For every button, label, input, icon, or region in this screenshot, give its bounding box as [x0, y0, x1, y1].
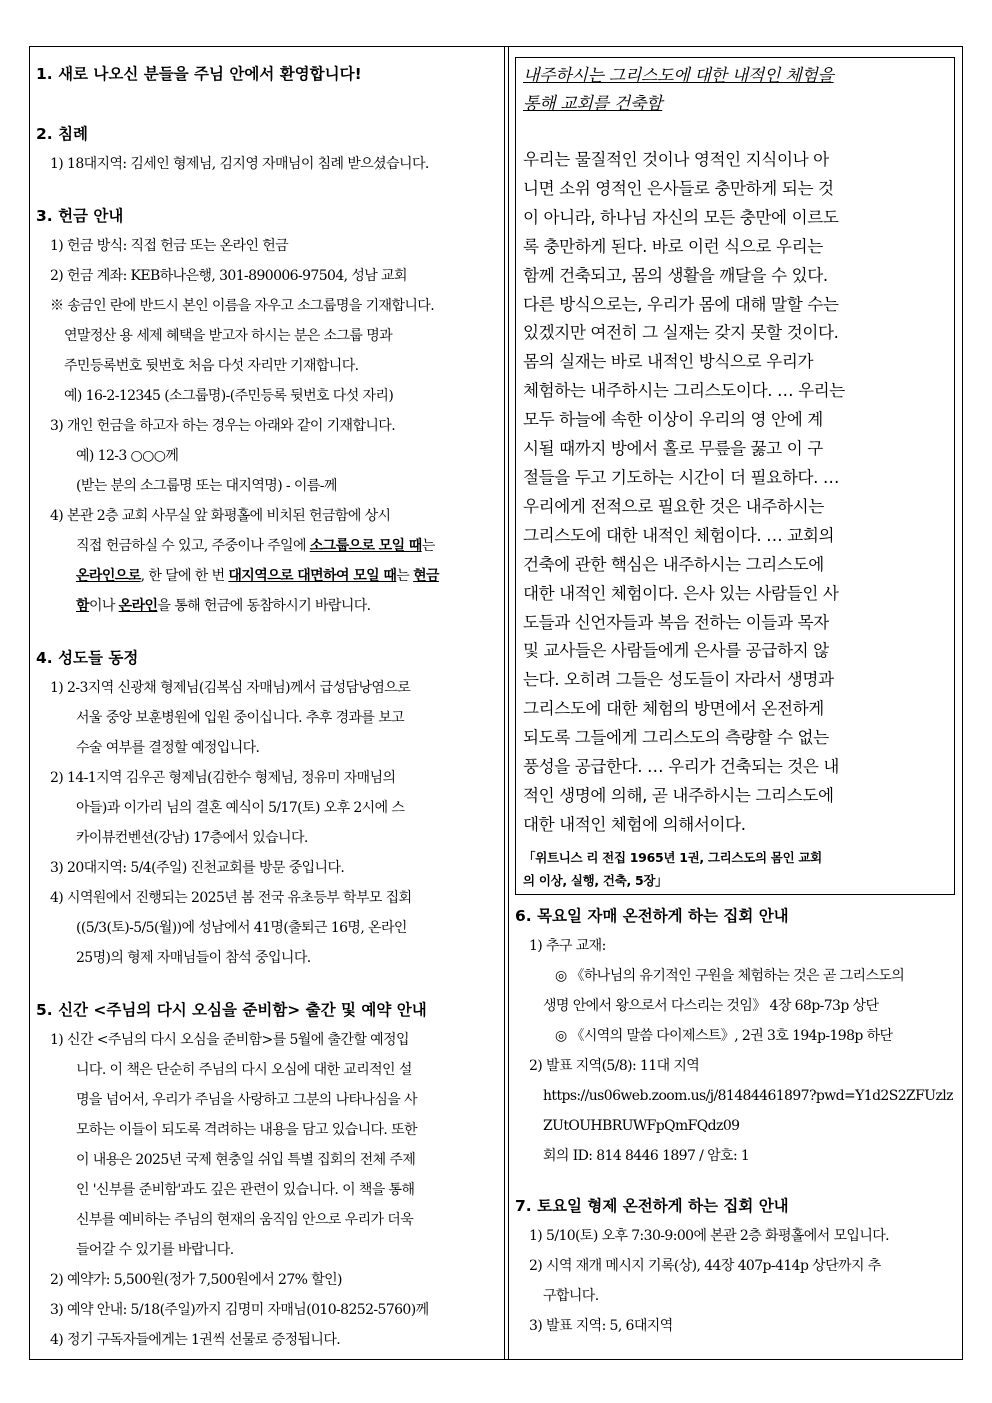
newbook-item-line: 니다. 이 책은 단순히 주님의 다시 오심에 대한 교리적인 설 — [76, 1062, 412, 1078]
baptism-item: 1) 18대지역: 김세인 형제님, 김지영 자매님이 침례 받으셨습니다. — [50, 156, 429, 172]
quote-line: 시될 때까지 방에서 홀로 무릎을 꿇고 이 구 — [523, 439, 823, 459]
quote-line: 우리는 물질적인 것이나 영적인 지식이나 아 — [523, 150, 829, 169]
ministry-quote-box — [515, 57, 955, 895]
quote-title: 내주하시는 그리스도에 대한 내적인 체험을 — [523, 66, 834, 86]
bulletin-frame — [29, 46, 963, 1360]
offering-personal: 3) 개인 헌금을 하고자 하는 경우는 아래와 같이 기재합니다. — [50, 418, 396, 434]
members-item-line: 서울 중앙 보훈병원에 입원 중이십니다. 추후 경과를 보고 — [76, 710, 405, 726]
offering-box: 4) 본관 2층 교회 사무실 앞 화평홀에 비치된 헌금함에 상시 — [50, 508, 391, 524]
quote-line: 모두 하늘에 속한 이상이 우리의 영 안에 계 — [523, 410, 823, 430]
thursday-text-book: ◎ 《시역의 말씀 다이제스트》, 2권 3호 194p-198p 하단 — [555, 1028, 893, 1044]
members-item-line: 카이뷰컨벤션(강남) 17층에서 있습니다. — [76, 830, 308, 846]
newbook-gift: 4) 정기 구독자들에게는 1권씩 선물로 증정됩니다. — [50, 1332, 341, 1348]
saturday-text-line: 구합니다. — [543, 1288, 599, 1304]
thursday-text-book: ◎ 《하나님의 유기적인 구원을 체험하는 것은 곧 그리스도의 — [555, 968, 905, 984]
saturday-time: 1) 5/10(토) 오후 7:30-9:00에 본관 2층 화평홀에서 모입니다. — [529, 1228, 890, 1244]
quote-line: 록 충만하게 된다. 바로 이런 식으로 우리는 — [523, 236, 823, 256]
section-welcome-title: 1. 새로 나오신 분들을 주님 안에서 환영합니다! — [36, 65, 362, 83]
newbook-price: 2) 예약가: 5,500원(정가 7,500원에서 27% 할인) — [50, 1272, 342, 1288]
right-announcements — [515, 901, 955, 1341]
newbook-item-line: 이 내용은 2025년 국제 현충일 쉬입 특별 집회의 전체 주제 — [76, 1152, 416, 1168]
newbook-item-line: 명을 넘어서, 우리가 주님을 사랑하고 그분의 나타나심을 사 — [76, 1092, 417, 1108]
quote-line: 그리스도에 대한 체험의 방면에서 온전하게 — [523, 699, 824, 719]
quote-line: 함께 건축되고, 몸의 생활을 깨달을 수 있다. — [523, 265, 828, 285]
saturday-presenting-region: 3) 발표 지역: 5, 6대지역 — [529, 1318, 673, 1334]
quote-line: 되도록 그들에게 그리스도의 측량할 수 없는 — [523, 728, 829, 748]
thursday-presenting-region: 2) 발표 지역(5/8): 11대 지역 — [529, 1058, 700, 1074]
thursday-text-label: 1) 추구 교재: — [529, 938, 606, 954]
zoom-link[interactable]: https://us06web.zoom.us/j/81484461897?pwd=Y1d2S2ZFUzlz — [543, 1088, 953, 1104]
column-divider — [504, 47, 509, 1359]
section-offering-title: 3. 헌금 안내 — [36, 207, 124, 225]
section-saturday-title: 7. 토요일 형제 온전하게 하는 집회 안내 — [515, 1197, 789, 1215]
quote-citation: 「위트니스 리 전집 1965년 1권, 그리스도의 몸인 교회 — [523, 849, 822, 865]
quote-line: 대한 내적인 체험이다. 은사 있는 사람들인 사 — [523, 583, 839, 603]
quote-line: 이 아니라, 하나님 자신의 모든 충만에 이르도 — [523, 207, 839, 227]
members-item-line: 25명)의 형제 자매님들이 참석 중입니다. — [76, 950, 311, 966]
quote-line: 및 교사들은 사람들에게 은사를 공급하지 않 — [523, 641, 829, 661]
quote-line: 체험하는 내주하시는 그리스도이다. … 우리는 — [523, 381, 845, 401]
quote-line: 몸의 실재는 바로 내적인 방식으로 우리가 — [523, 352, 814, 372]
quote-line: 우리에게 전적으로 필요한 것은 내주하시는 — [523, 496, 824, 516]
members-item-line: 아들)과 이가리 님의 결혼 예식이 5/17(토) 오후 2시에 스 — [76, 800, 405, 816]
members-item: 4) 시역원에서 진행되는 2025년 봄 전국 유초등부 학부모 집회 — [50, 890, 412, 906]
quote-line: 는다. 오히려 그들은 성도들이 자라서 생명과 — [523, 670, 834, 690]
newbook-item-line: 인 '신부를 준비함'과도 깊은 관련이 있습니다. 이 책을 통해 — [76, 1182, 415, 1198]
quote-line: 풍성을 공급한다. … 우리가 건축되는 것은 내 — [523, 757, 840, 777]
quote-line: 다른 방식으로는, 우리가 몸에 대해 말할 수는 — [523, 294, 839, 314]
members-item: 2) 14-1지역 김우곤 형제님(김한수 형제님, 정유미 자매님의 — [50, 770, 396, 786]
offering-account: 2) 헌금 계좌: KEB하나은행, 301-890006-97504, 성남 교회 — [50, 268, 407, 284]
members-item: 3) 20대지역: 5/4(주일) 진천교회를 방문 중입니다. — [50, 860, 345, 876]
members-item-line: ((5/3(토)-5/5(월))에 성남에서 41명(출퇴근 16명, 온라인 — [76, 920, 407, 936]
zoom-meeting-id: 회의 ID: 814 8446 1897 / 암호: 1 — [543, 1148, 750, 1164]
offering-box-line: 함이나 온라인을 통해 헌금에 동참하시기 바랍니다. — [76, 598, 371, 614]
offering-note-line: 연말정산 용 세제 혜택을 받고자 하시는 분은 소그룹 명과 — [64, 328, 393, 344]
left-column — [36, 59, 496, 1355]
section-thursday-title: 6. 목요일 자매 온전하게 하는 집회 안내 — [515, 907, 789, 925]
offering-method: 1) 헌금 방식: 직접 헌금 또는 온라인 헌금 — [50, 238, 289, 254]
offering-box-line: 직접 헌금하실 수 있고, 주중이나 주일에 소그룹으로 모일 때는 — [76, 538, 435, 554]
offering-note: ※ 송금인 란에 반드시 본인 이름을 자우고 소그룹명을 기재합니다. — [50, 298, 435, 314]
quote-line: 있겠지만 여전히 그 실재는 갖지 못할 것이다. — [523, 323, 839, 343]
quote-line: 그리스도에 대한 내적인 체험이다. … 교회의 — [523, 525, 835, 545]
section-baptism-title: 2. 침례 — [36, 125, 89, 143]
offering-personal-example-note: (받는 분의 소그룹명 또는 대지역명) - 이름-께 — [76, 478, 337, 494]
offering-example: 예) 16-2-12345 (소그룹명)-(주민등록 뒷번호 다섯 자리) — [64, 388, 394, 404]
section-members-title: 4. 성도들 동정 — [36, 649, 139, 667]
quote-line: 건축에 관한 핵심은 내주하시는 그리스도에 — [523, 554, 824, 574]
members-item-line: 수술 여부를 결정할 예정입니다. — [76, 740, 260, 756]
newbook-item-line: 모하는 이들이 되도록 격려하는 내용을 담고 있습니다. 또한 — [76, 1122, 417, 1138]
saturday-text: 2) 시역 재개 메시지 기록(상), 44장 407p-414p 상단까지 추 — [529, 1258, 881, 1274]
members-item: 1) 2-3지역 신광채 형제님(김복심 자매님)께서 급성담낭염으로 — [50, 680, 411, 696]
newbook-item-line: 신부를 예비하는 주님의 현재의 움직임 안으로 우리가 더욱 — [76, 1212, 414, 1228]
quote-line: 적인 생명에 의해, 곧 내주하시는 그리스도에 — [523, 785, 834, 805]
quote-citation: 의 이상, 실행, 건축, 5장」 — [523, 872, 668, 888]
quote-line: 도들과 신언자들과 복음 전하는 이들과 목자 — [523, 612, 829, 632]
quote-line: 니면 소위 영적인 은사들로 충만하게 되는 것 — [523, 178, 834, 198]
offering-box-line: 온라인으로, 한 달에 한 번 대지역으로 대면하여 모일 때는 현금 — [76, 568, 439, 584]
newbook-item: 1) 신간 <주님의 다시 오심을 준비함>를 5월에 출간할 예정입 — [50, 1032, 409, 1048]
section-newbook-title: 5. 신간 <주님의 다시 오심을 준비함> 출간 및 예약 안내 — [36, 1001, 427, 1019]
offering-note-line: 주민등록번호 뒷번호 처음 다섯 자리만 기재합니다. — [64, 358, 359, 374]
quote-title: 통해 교회를 건축함 — [523, 94, 663, 114]
quote-line: 대한 내적인 체험에 의해서이다. — [523, 814, 746, 834]
newbook-reservation: 3) 예약 안내: 5/18(주일)까지 김명미 자매님(010-8252-5760)께 — [50, 1302, 429, 1318]
newbook-item-line: 들어갈 수 있기를 바랍니다. — [76, 1242, 234, 1258]
quote-line: 절들을 두고 기도하는 시간이 더 필요하다. … — [523, 467, 840, 487]
thursday-text-book-line: 생명 안에서 왕으로서 다스리는 것임》 4장 68p-73p 상단 — [543, 998, 879, 1014]
offering-personal-example: 예) 12-3 ○○○께 — [76, 448, 179, 464]
zoom-link[interactable]: ZUtOUHBRUWFpQmFQdz09 — [543, 1118, 740, 1134]
